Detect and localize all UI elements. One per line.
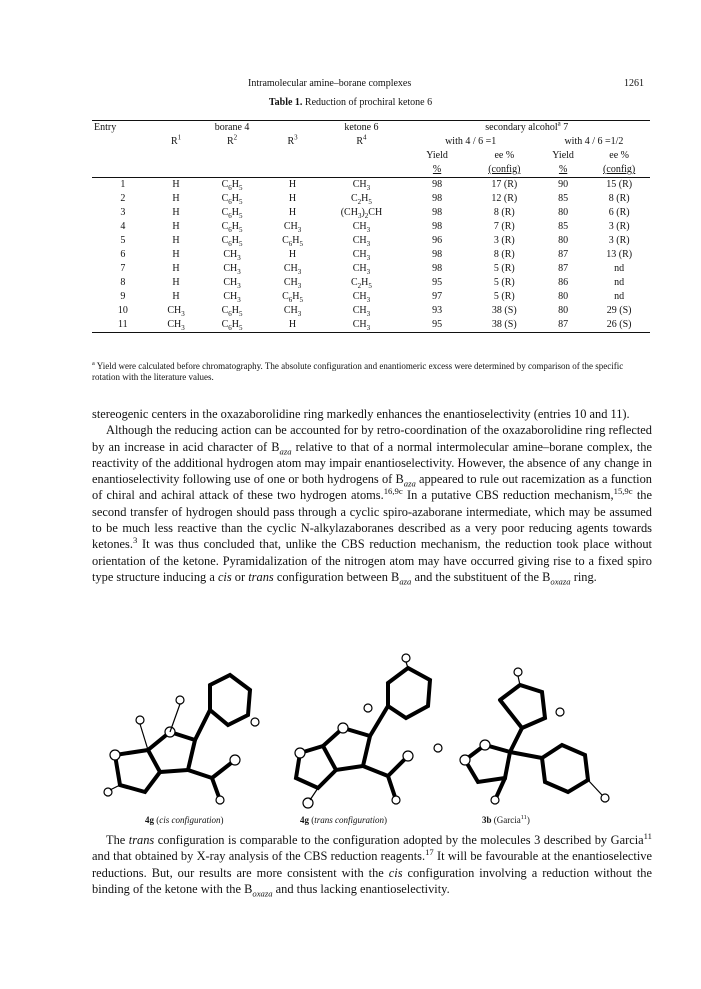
table-label: Table 1. bbox=[268, 97, 303, 108]
running-title: Intramolecular amine–borane complexes bbox=[248, 78, 412, 89]
cell-r2: $C_6H_5$ bbox=[221, 305, 243, 318]
col-yield-1: Yield bbox=[426, 150, 448, 161]
cell-entry: 4 bbox=[120, 221, 126, 232]
cell-entry: 3 bbox=[120, 207, 126, 218]
cell-ee-1: 17 (R) bbox=[491, 179, 518, 190]
cell-r3: $CH_3$ bbox=[283, 305, 302, 318]
header-row-2 bbox=[92, 135, 650, 149]
cell-r4: $CH_3$ bbox=[352, 235, 371, 248]
table-row bbox=[92, 290, 650, 304]
cell-r1: H bbox=[172, 179, 180, 190]
cell-ee-1: 38 (S) bbox=[491, 305, 517, 316]
cell-r1: H bbox=[172, 193, 180, 204]
cell-ee-2: 3 (R) bbox=[608, 221, 630, 232]
cell-yield-1: 98 bbox=[432, 193, 443, 204]
col-with-ratio-1: with 4 / 6 =1 bbox=[445, 136, 497, 147]
cell-r4: $CH_3$ bbox=[319, 318, 403, 333]
col-ee-1: ee % bbox=[494, 150, 515, 161]
header-row-4 bbox=[92, 163, 650, 178]
cell-r3: $CH_3$ bbox=[283, 221, 302, 234]
cell-r1: H bbox=[172, 291, 180, 302]
col-config-2: (config) bbox=[588, 163, 650, 178]
cell-r4: $CH_3$ bbox=[352, 263, 371, 276]
cell-r3: $CH_3$ bbox=[283, 277, 302, 290]
cell-r3: H bbox=[288, 207, 297, 218]
col-entry: Entry bbox=[92, 121, 154, 136]
cell-ee-1: 3 (R) bbox=[493, 235, 515, 246]
cell-r4: $CH_3$ bbox=[352, 291, 371, 304]
cell-r2: $C_6H_5$ bbox=[221, 193, 243, 206]
paragraph-reduction-mechanism: Although the reducing action can be accounted for by retro-coordination of the oxazaborolidine ring reflected by an increase in acid character of $B_{aza}$ relative to that of a normal intermolecular amine–borane complex, the reactivity of the additional hydrogen atom may impair enantioselectivity. However, the absence of any change in enantioselectivity following use of one or both hydrogens of $B_{aza}$ appeared to rule out racemization as a function of chiral and achiral attack of these two hydrogen atoms.$^{16,9c}$ In a putative CBS reduction mechanism,$^{15,9c}$ the second transfer of hydrogen should pass through a cyclic spiro-azaborane intermediate, which may be assumed to be much less reactive than the cyclic N-alkylazaboranes described as a very poor reducing agents towards ketones.$^3$ It was thus concluded that, unlike the CBS reduction mechanism, the reduction took place without orientation of the ketone. Pyramidalization of the nitrogen atom may have occurred giving rise to a fixed spiro type structure inducing a cis or trans configuration between $B_{aza}$ and the substituent of the $B_{oxaza}$ ring. bbox=[92, 423, 652, 587]
col-r4: $R^4$ bbox=[356, 133, 367, 147]
cell-r2: $C_6H_5$ bbox=[221, 207, 243, 220]
cell-r4: $CH_3$ bbox=[352, 221, 371, 234]
cell-r2: $C_6H_5$ bbox=[221, 235, 243, 248]
table-footnote: $^a$ Yield were calculated before chromatography. The absolute configuration and enantiomeric excess were determined by comparison of the specific rotation with the literature values. bbox=[92, 360, 624, 382]
cell-entry: 6 bbox=[120, 249, 126, 260]
cell-r2: $C_6H_5$ bbox=[198, 318, 265, 333]
cell-r3: H bbox=[288, 193, 297, 204]
body-paragraphs bbox=[92, 406, 652, 585]
col-r3: $R^3$ bbox=[287, 133, 298, 147]
cell-yield-2: 87 bbox=[558, 249, 569, 260]
cell-r3: $CH_3$ bbox=[283, 263, 302, 276]
cell-ee-2: 3 (R) bbox=[608, 235, 630, 246]
cell-r2: $CH_3$ bbox=[223, 249, 241, 262]
cell-yield-2: 87 bbox=[558, 263, 569, 274]
table-row bbox=[92, 220, 650, 234]
cell-entry: 5 bbox=[120, 235, 126, 246]
cell-ee-2: nd bbox=[614, 277, 625, 288]
cell-yield-2: 80 bbox=[558, 235, 569, 246]
cell-r4: $CH_3$ bbox=[352, 305, 371, 318]
table-body bbox=[92, 178, 650, 333]
cell-yield-2: 85 bbox=[558, 221, 569, 232]
cell-yield-1: 98 bbox=[432, 263, 443, 274]
molecule-4g-trans bbox=[278, 648, 448, 813]
cell-r4: $C_2H_5$ bbox=[351, 193, 372, 206]
cell-r1: H bbox=[172, 221, 180, 232]
figure-label-4g-cis: 4g (cis configuration) bbox=[145, 815, 224, 825]
header-row-1 bbox=[92, 121, 650, 136]
cell-r2: $C_6H_5$ bbox=[221, 179, 243, 192]
cell-r2: $CH_3$ bbox=[223, 277, 241, 290]
cell-r1: H bbox=[172, 277, 180, 288]
cell-entry: 11 bbox=[92, 318, 154, 333]
table-row bbox=[92, 262, 650, 276]
cell-yield-2: 86 bbox=[558, 277, 569, 288]
cell-ee-2: nd bbox=[614, 263, 625, 274]
page-number: 1261 bbox=[624, 78, 644, 89]
cell-yield-1: 98 bbox=[432, 207, 443, 218]
cell-ee-1: 5 (R) bbox=[493, 263, 515, 274]
paragraph-trans-configuration: The trans configuration is comparable to the configuration adopted by the molecules 3 described by Garcia$^{11}$ and that obtained by X-ray analysis of the CBS reduction reagents.$^{17}$ It will be favourable at the enantioselective reductions. But, our results are more consistent with the cis configuration involving a reduction without the binding of the ketone with the $B_{oxaza}$ and thus lacking enantioselectivity. bbox=[92, 830, 652, 899]
table-row bbox=[92, 248, 650, 262]
table-row bbox=[92, 206, 650, 220]
cell-r3: $C_6H_5$ bbox=[282, 291, 303, 304]
cell-yield-2: 90 bbox=[558, 179, 569, 190]
cell-yield-1: 93 bbox=[432, 305, 443, 316]
cell-r3: H bbox=[288, 179, 297, 190]
table-row bbox=[92, 178, 650, 193]
cell-ee-1: 12 (R) bbox=[491, 193, 518, 204]
table-caption-text: Reduction of prochiral ketone 6 bbox=[304, 97, 433, 108]
cell-ee-1: 38 (S) bbox=[471, 318, 538, 333]
cell-ee-2: nd bbox=[614, 291, 625, 302]
cell-r1: H bbox=[172, 263, 180, 274]
cell-r4: $CH_3$ bbox=[352, 249, 371, 262]
molecule-4g-cis bbox=[100, 660, 270, 810]
figure-label-4g-trans: 4g (trans configuration) bbox=[300, 815, 388, 825]
cell-yield-2: 80 bbox=[558, 207, 569, 218]
cell-ee-2: 15 (R) bbox=[606, 179, 633, 190]
cell-r4: $C_2H_5$ bbox=[351, 277, 372, 290]
cell-ee-1: 8 (R) bbox=[493, 207, 515, 218]
cell-entry: 2 bbox=[120, 193, 126, 204]
cell-r2: $CH_3$ bbox=[223, 263, 241, 276]
figure-label-3b: 3b (Garcia$^{11}$) bbox=[482, 814, 530, 825]
col-with-ratio-half: with 4 / 6 =1/2 bbox=[564, 136, 624, 147]
table-row bbox=[92, 234, 650, 248]
cell-ee-2: 26 (S) bbox=[588, 318, 650, 333]
cell-yield-1: 95 bbox=[403, 318, 470, 333]
cell-r1: $CH_3$ bbox=[154, 318, 199, 333]
results-table bbox=[92, 120, 650, 333]
col-alcohol: secondary alcohol$^a$ 7 bbox=[403, 121, 650, 136]
cell-entry: 10 bbox=[117, 305, 128, 316]
cell-yield-1: 98 bbox=[432, 249, 443, 260]
cell-yield-1: 97 bbox=[432, 291, 443, 302]
cell-yield-1: 95 bbox=[432, 277, 443, 288]
cell-ee-1: 5 (R) bbox=[493, 277, 515, 288]
cell-r3: H bbox=[288, 249, 297, 260]
cell-yield-1: 98 bbox=[432, 179, 443, 190]
col-r2: $R^2$ bbox=[226, 133, 238, 147]
cell-ee-2: 6 (R) bbox=[608, 207, 630, 218]
cell-ee-1: 8 (R) bbox=[493, 249, 515, 260]
cell-entry: 9 bbox=[120, 291, 126, 302]
cell-entry: 7 bbox=[120, 263, 126, 274]
cell-ee-1: 7 (R) bbox=[493, 221, 515, 232]
cell-r2: $C_6H_5$ bbox=[221, 221, 243, 234]
cell-ee-2: 8 (R) bbox=[608, 193, 630, 204]
table-row bbox=[92, 276, 650, 290]
cell-yield-2: 80 bbox=[558, 305, 569, 316]
cell-yield-2: 85 bbox=[558, 193, 569, 204]
cell-ee-1: 5 (R) bbox=[493, 291, 515, 302]
cell-yield-1: 98 bbox=[432, 221, 443, 232]
col-pct-1: % bbox=[403, 163, 470, 178]
cell-r3: $C_6H_5$ bbox=[282, 235, 303, 248]
cell-ee-2: 13 (R) bbox=[606, 249, 633, 260]
cell-r1: H bbox=[172, 249, 180, 260]
cell-r4: $(CH_3)_2CH$ bbox=[340, 207, 383, 220]
table-row bbox=[92, 304, 650, 318]
col-r1: $R^1$ bbox=[170, 133, 182, 147]
col-yield-2: Yield bbox=[552, 150, 574, 161]
cell-r1: H bbox=[172, 235, 180, 246]
table-caption bbox=[0, 97, 701, 108]
cell-entry: 1 bbox=[120, 179, 126, 190]
cell-r1: H bbox=[172, 207, 180, 218]
col-ee-2: ee % bbox=[609, 150, 630, 161]
cell-yield-2: 87 bbox=[538, 318, 588, 333]
cell-yield-2: 80 bbox=[558, 291, 569, 302]
col-pct-2: % bbox=[538, 163, 588, 178]
table-row bbox=[92, 318, 650, 333]
paragraph-continued: stereogenic centers in the oxazaborolidine ring markedly enhances the enantioselectivity (entries 10 and 11). bbox=[92, 407, 630, 421]
cell-r4: $CH_3$ bbox=[352, 179, 371, 192]
col-borane: borane 4 bbox=[198, 121, 265, 136]
col-config-1: (config) bbox=[471, 163, 538, 178]
col-ketone: ketone 6 bbox=[319, 121, 403, 136]
cell-r3: H bbox=[266, 318, 320, 333]
cell-entry: 8 bbox=[120, 277, 126, 288]
molecule-3b-garcia bbox=[450, 660, 625, 810]
cell-r1: $CH_3$ bbox=[167, 305, 185, 318]
header-row-3 bbox=[92, 149, 650, 163]
table-row bbox=[92, 192, 650, 206]
cell-ee-2: 29 (S) bbox=[606, 305, 632, 316]
cell-r2: $CH_3$ bbox=[223, 291, 241, 304]
cell-yield-1: 96 bbox=[432, 235, 443, 246]
